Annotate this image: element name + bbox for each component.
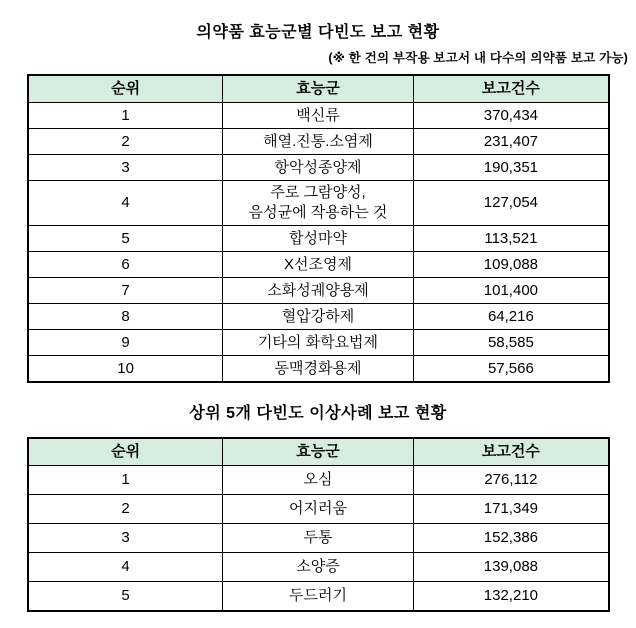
section1-title: 의약품 효능군별 다빈도 보고 현황	[196, 24, 440, 41]
report-count-cell: 152,386	[413, 524, 609, 553]
section1-note: (※ 한 건의 부작용 보고서 내 다수의 의약품 보고 가능)	[328, 51, 628, 65]
column-header: 순위	[28, 438, 223, 466]
report-count-cell: 171,349	[413, 495, 609, 524]
efficacy-group-cell: 백신류	[223, 103, 414, 129]
table-row	[28, 524, 609, 553]
table-row	[28, 103, 609, 129]
table-row	[28, 356, 609, 383]
rank-cell: 6	[28, 252, 223, 278]
efficacy-group-cell: 동맥경화용제	[223, 356, 414, 383]
efficacy-group-cell: 합성마약	[223, 226, 414, 252]
header-row	[28, 438, 609, 466]
header-row	[28, 75, 609, 103]
efficacy-group-cell: 항악성종양제	[223, 155, 414, 181]
table-row	[28, 252, 609, 278]
report-count-cell: 58,585	[413, 330, 609, 356]
table-row	[28, 129, 609, 155]
rank-cell: 4	[28, 181, 223, 226]
column-header: 효능군	[223, 438, 414, 466]
table-row	[28, 553, 609, 582]
rank-cell: 8	[28, 304, 223, 330]
report-count-cell: 370,434	[413, 103, 609, 129]
efficacy-group-cell: 혈압강하제	[223, 304, 414, 330]
report-count-cell: 190,351	[413, 155, 609, 181]
efficacy-group-cell: 소양증	[223, 553, 414, 582]
rank-cell: 9	[28, 330, 223, 356]
efficacy-group-cell: 주로 그람양성, 음성균에 작용하는 것	[223, 181, 414, 226]
report-count-cell: 64,216	[413, 304, 609, 330]
efficacy-group-cell: 기타의 화학요법제	[223, 330, 414, 356]
rank-cell: 2	[28, 495, 223, 524]
rank-cell: 1	[28, 466, 223, 495]
efficacy-group-cell: 해열.진통.소염제	[223, 129, 414, 155]
column-header: 효능군	[223, 75, 414, 103]
efficacy-group-cell: 두통	[223, 524, 414, 553]
efficacy-group-cell: X선조영제	[223, 252, 414, 278]
rank-cell: 10	[28, 356, 223, 383]
table-row	[28, 181, 609, 226]
report-count-cell: 57,566	[413, 356, 609, 383]
adverse-event-frequency-table	[27, 437, 610, 612]
table-row	[28, 330, 609, 356]
rank-cell: 7	[28, 278, 223, 304]
report-count-cell: 127,054	[413, 181, 609, 226]
section2-title: 상위 5개 다빈도 이상사례 보고 현황	[189, 405, 447, 422]
table-row	[28, 304, 609, 330]
column-header: 보고건수	[413, 438, 609, 466]
report-count-cell: 101,400	[413, 278, 609, 304]
efficacy-group-cell: 소화성궤양용제	[223, 278, 414, 304]
table-row	[28, 582, 609, 612]
rank-cell: 5	[28, 582, 223, 612]
efficacy-group-cell: 두드러기	[223, 582, 414, 612]
table-row	[28, 278, 609, 304]
report-count-cell: 113,521	[413, 226, 609, 252]
table-row	[28, 155, 609, 181]
efficacy-group-cell: 오심	[223, 466, 414, 495]
drug-efficacy-frequency-table	[27, 74, 610, 383]
report-count-cell: 132,210	[413, 582, 609, 612]
rank-cell: 1	[28, 103, 223, 129]
report-count-cell: 109,088	[413, 252, 609, 278]
column-header: 순위	[28, 75, 223, 103]
rank-cell: 2	[28, 129, 223, 155]
rank-cell: 3	[28, 155, 223, 181]
rank-cell: 4	[28, 553, 223, 582]
table-row	[28, 466, 609, 495]
table-row	[28, 495, 609, 524]
efficacy-group-cell: 어지러움	[223, 495, 414, 524]
rank-cell: 5	[28, 226, 223, 252]
table-row	[28, 226, 609, 252]
report-count-cell: 139,088	[413, 553, 609, 582]
column-header: 보고건수	[413, 75, 609, 103]
rank-cell: 3	[28, 524, 223, 553]
report-count-cell: 276,112	[413, 466, 609, 495]
report-count-cell: 231,407	[413, 129, 609, 155]
